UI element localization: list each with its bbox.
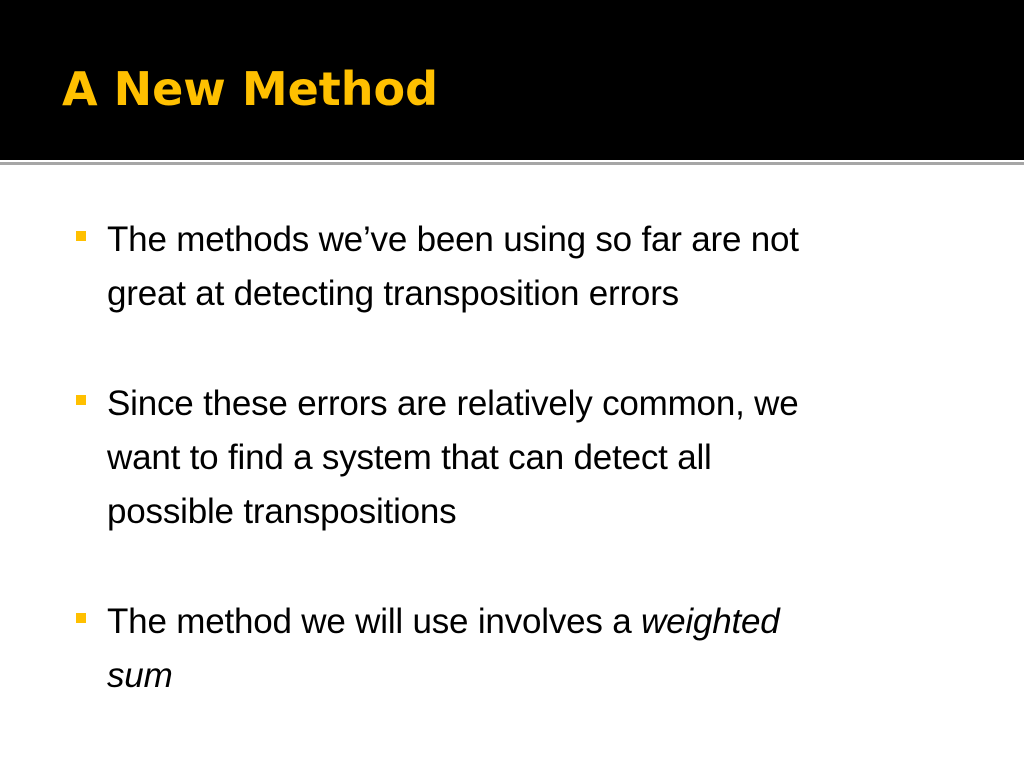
bullet-text bbox=[107, 595, 947, 703]
square-bullet-icon bbox=[76, 395, 86, 405]
bullet-line: great at detecting transposition errors bbox=[107, 274, 679, 313]
bullet-line: want to find a system that can detect all bbox=[107, 438, 712, 477]
slide-title: A New Method bbox=[62, 62, 439, 116]
bullet-plain-text: The method we will use involves a bbox=[107, 602, 642, 641]
bullet-line: Since these errors are relatively common, we bbox=[107, 384, 799, 423]
square-bullet-icon bbox=[76, 231, 86, 241]
bullet-text bbox=[107, 213, 947, 321]
bullet-line: possible transpositions bbox=[107, 492, 457, 531]
square-bullet-icon bbox=[76, 613, 86, 623]
bullet-line: The methods we’ve been using so far are not bbox=[107, 220, 799, 259]
bullet-text bbox=[107, 377, 947, 539]
title-divider bbox=[0, 162, 1024, 165]
bullet-line bbox=[107, 595, 947, 649]
emphasized-term: sum bbox=[107, 656, 173, 695]
emphasized-term: weighted bbox=[641, 602, 780, 641]
